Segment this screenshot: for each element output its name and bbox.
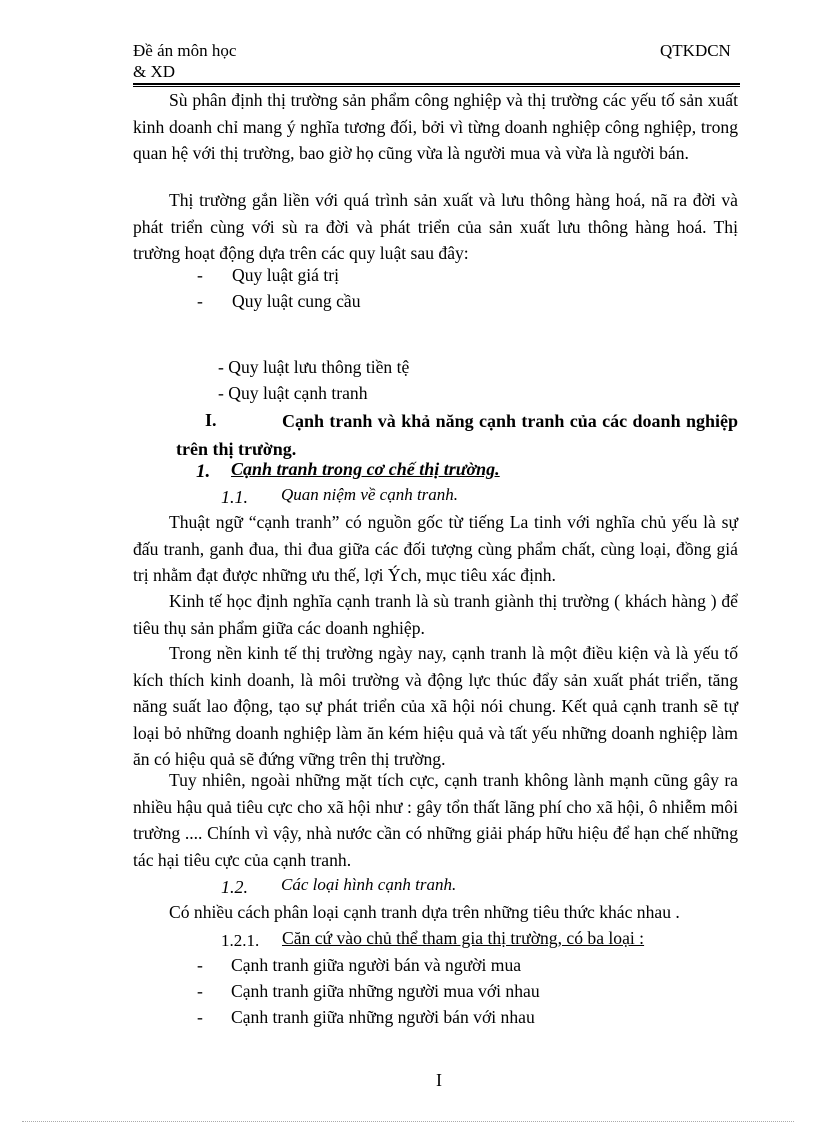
header-left [133,40,333,82]
paragraph-competition-definition: Kinh tế học định nghĩa cạnh tranh là sù tranh giành thị trường ( khách hàng ) để tiêu thụ sản phẩm giữa các doanh nghiệp. [133,591,738,638]
heading-2-number: 1. [196,461,211,482]
paragraph-market-laws: Thị trường gắn liền với quá trình sản xuất và lưu thông hàng hoá, nã ra đời và phát triển cùng với sù ra đời và phát triển của sản xuất lưu thông hàng hoá. Thị trường hoạt động dựa trên các quy luật sau đây: [133,190,738,264]
bullet-supply-demand-law: Quy luật cung cầu [232,291,361,311]
bullet-competition-law: - Quy luật cạnh tranh [218,383,368,403]
heading-1-title: Cạnh tranh và khả năng cạnh tranh của các doanh nghiệp trên thị trường. [176,411,738,459]
header-right: QTKDCN [660,41,731,60]
heading-3b-title: Các loại hình cạnh tranh. [281,875,457,894]
heading-3b-number: 1.2. [221,877,248,897]
list-dash: - [197,265,203,285]
page-bottom-border [22,1121,794,1122]
heading-4-title: Căn cứ vào chủ thể tham gia thị trường, có ba loại : [282,928,645,948]
list-dash: - [197,955,203,975]
paragraph-market-division: Sù phân định thị trường sản phẩm công nghiệp và thị trường các yếu tố sản xuất kinh doanh chỉ mang ý nghĩa tương đối, bởi vì từng doanh nghiệp công nghiệp, trong quan hệ với thị trường, bao giờ họ cũng vừa là người mua và vừa là người bán. [133,90,738,164]
header-rule [133,83,740,85]
bullet-sellers: Cạnh tranh giữa những người bán với nhau [231,1007,535,1027]
bullet-buyers: Cạnh tranh giữa những người mua với nhau [231,981,540,1001]
header-course-subtitle: & XD [133,62,176,81]
heading-3a-title: Quan niệm về cạnh tranh. [281,485,459,504]
paragraph-classification: Có nhiều cách phân loại cạnh tranh dựa trên những tiêu thức khác nhau . [169,902,680,922]
list-dash: - [197,981,203,1001]
bullet-seller-buyer: Cạnh tranh giữa người bán và người mua [231,955,522,975]
list-dash: - [197,291,203,311]
paragraph-competition-origin: Thuật ngữ “cạnh tranh” có nguồn gốc từ tiếng La tinh với nghĩa chủ yếu là sự đấu tranh, ganh đua, thi đua giữa các đối tượng cùng phẩm chất, cùng loại, đồng giá trị nhằm đạt được những ưu thế, lợi Ých, mục tiêu xác định. [133,512,738,586]
header-course-title: Đề án môn học [133,41,237,60]
bullet-value-law: Quy luật giá trị [232,265,340,285]
list-dash: - [197,1007,203,1027]
heading-4-number: 1.2.1. [221,931,260,950]
page-number: I [436,1070,442,1090]
paragraph-competition-negatives: Tuy nhiên, ngoài những mặt tích cực, cạnh tranh không lành mạnh cũng gây ra nhiều hậu quả tiêu cực cho xã hội như : gây tổn thất lãng phí cho xã hội, ô nhiễm môi trường .... Chính vì vậy, nhà nước cần có những giải pháp hữu hiệu để hạn chế những tác hại tiêu cực của cạnh tranh. [133,770,738,870]
heading-1-number: I. [205,410,217,430]
heading-2-title: Cạnh tranh trong cơ chế thị trường. [231,459,500,479]
bullet-money-circulation-law: - Quy luật lưu thông tiền tệ [218,357,410,377]
paragraph-competition-role: Trong nền kinh tế thị trường ngày nay, cạnh tranh là một điều kiện và là yếu tố kích thích kinh doanh, là môi trường và động lực thúc đẩy sản xuất phát triển, tăng năng suất lao động, tạo sự phát triển của xã hội nói chung. Kết quả cạnh tranh sẽ tự loại bỏ những doanh nghiệp làm ăn kém hiệu quả và tất yếu những doanh nghiệp làm ăn có hiệu quả sẽ đứng vững trên thị trường. [133,643,738,770]
heading-3a-number: 1.1. [221,487,248,507]
